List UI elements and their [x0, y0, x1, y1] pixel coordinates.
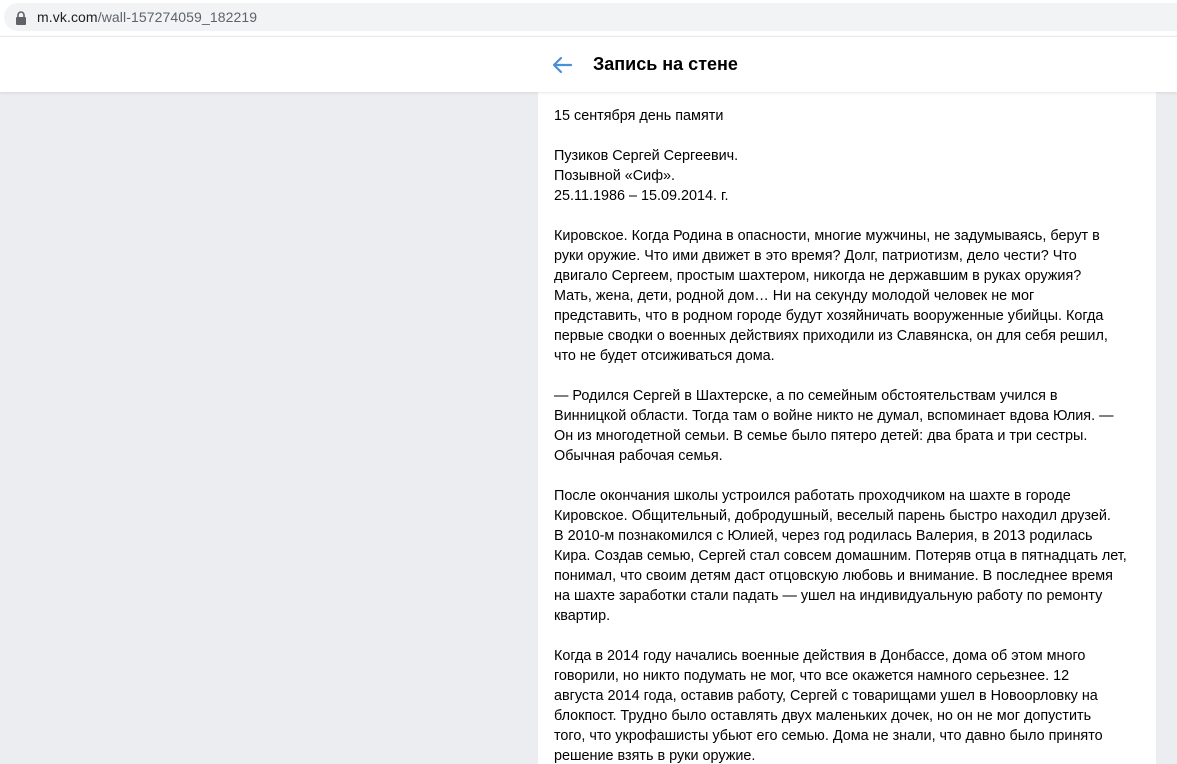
post-text-line: двигало Сергеем, простым шахтером, никогда не державшим в руках оружия? [554, 268, 1082, 284]
post-text-line: блокпост. Трудно было оставлять двух маленьких дочек, но он не мог допустить [554, 708, 1092, 724]
post-text-line: Кировское. Общительный, добродушный, веселый парень быстро находил друзей. [554, 508, 1111, 524]
post-text-line: После окончания школы устроился работать проходчиком на шахте в городе [554, 488, 1071, 504]
post-text-line: того, что укрофашисты убьют его семью. Дома не знали, что давно было принято [554, 728, 1103, 744]
post-paragraph [554, 486, 1144, 626]
post-text-line: Позывной «Сиф». [554, 168, 676, 184]
post-text-line: руки оружие. Что ими движет в это время? Долг, патриотизм, дело чести? Что [554, 248, 1077, 264]
url-text[interactable] [37, 9, 257, 25]
post-text-line: на шахте заработки стали падать — ушел на индивидуальную работу по ремонту [554, 588, 1103, 604]
post-paragraph [554, 146, 1144, 206]
post-paragraph [554, 646, 1144, 764]
post-text-line: квартир. [554, 608, 611, 624]
lock-icon[interactable] [15, 11, 27, 25]
post-text-line: Обычная рабочая семья. [554, 448, 723, 464]
post-text-line: 25.11.1986 – 15.09.2014. г. [554, 188, 729, 204]
post-text-line: Пузиков Сергей Сергеевич. [554, 148, 739, 164]
url-host: m.vk.com [37, 9, 98, 25]
url-path: /wall-157274059_182219 [97, 9, 258, 25]
post-paragraph [554, 226, 1144, 366]
post-text-line: Кира. Создав семью, Сергей стал совсем домашним. Потеряв отца в пятнадцать лет, [554, 548, 1127, 564]
post-text-line: говорили, но никто подумать не мог, что все окажется намного серьезнее. 12 [554, 668, 1070, 684]
post-text-line: — Родился Сергей в Шахтерске, а по семейным обстоятельствам учился в [554, 388, 1058, 404]
wall-post [538, 92, 1156, 764]
post-paragraph [554, 106, 1144, 126]
post-text-line: Мать, жена, дети, родной дом… Ни на секунду молодой человек не мог [554, 288, 1035, 304]
post-text-line: Кировское. Когда Родина в опасности, многие мужчины, не задумываясь, берут в [554, 228, 1100, 244]
post-text-line: августа 2014 года, оставив работу, Сергей с товарищами ушел в Новоорловку на [554, 688, 1098, 704]
post-text-line: В 2010-м познакомился с Юлией, через год родилась Валерия, в 2013 родилась [554, 528, 1093, 544]
page-header [0, 36, 1177, 92]
post-text-line: решение взять в руки оружие. [554, 748, 756, 764]
back-button[interactable] [548, 51, 578, 79]
post-text-line: Винницкой области. Тогда там о войне никто не думал, вспоминает вдова Юлия. — [554, 408, 1114, 424]
post-text-line: Он из многодетной семьи. В семье было пятеро детей: два брата и три сестры. [554, 428, 1088, 444]
post-text-line: 15 сентября день памяти [554, 108, 724, 124]
post-text-line: Когда в 2014 году начались военные действия в Донбассе, дома об этом много [554, 648, 1086, 664]
browser-address-bar [0, 0, 1177, 36]
post-text-line: понимал, что своим детям даст отцовскую любовь и внимание. В последнее время [554, 568, 1113, 584]
post-text-line: что не будет отсиживаться дома. [554, 348, 775, 364]
post-text-line: представить, что в родном городе будут хозяйничать вооруженные убийцы. Когда [554, 308, 1104, 324]
post-text-line: первые сводки о военных действиях приходили из Славянска, он для себя решил, [554, 328, 1108, 344]
post-text [554, 106, 1144, 764]
url-field[interactable] [4, 3, 1177, 31]
arrow-left-icon [548, 51, 578, 79]
post-paragraph [554, 386, 1144, 466]
page-title: Запись на стене [593, 54, 738, 74]
